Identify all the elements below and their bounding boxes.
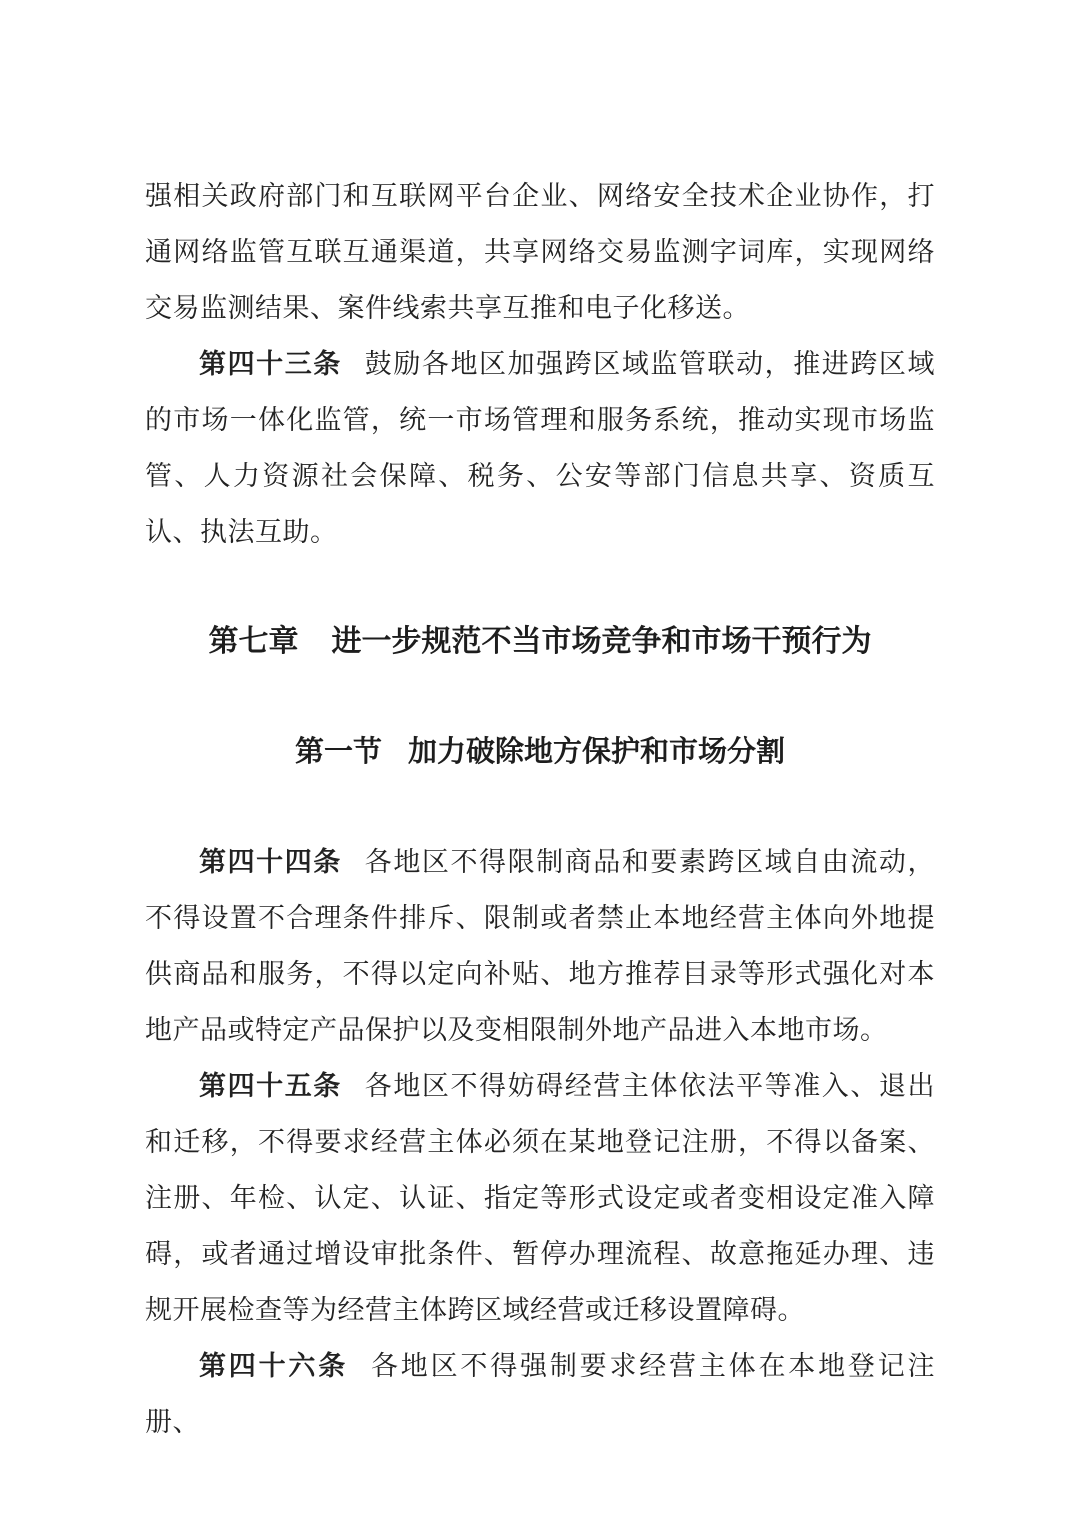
article-44-text: 各地区不得限制商品和要素跨区域自由流动，不得设置不合理条件排斥、限制或者禁止本地经营主体向外地提供商品和服务，不得以定向补贴、地方推荐目录等形式强化对本地产品或特定产品保护以及变相限制外地产品进入本地市场。 (145, 847, 936, 1045)
article-46-number: 第四十六条 (199, 1351, 349, 1381)
article-45-text: 各地区不得妨碍经营主体依法平等准入、退出和迁移，不得要求经营主体必须在某地登记注册，不得以备案、注册、年检、认定、认证、指定等形式设定或者变相设定准入障碍，或者通过增设审批条件、暂停办理流程、故意拖延办理、违规开展检查等为经营主体跨区域经营或迁移设置障碍。 (145, 1071, 936, 1325)
chapter-7-number: 第七章 (208, 625, 299, 658)
article-43-number: 第四十三条 (199, 349, 342, 379)
article-43-text: 鼓励各地区加强跨区域监管联动，推进跨区域的市场一体化监管，统一市场管理和服务系统，推动实现市场监管、人力资源社会保障、税务、公安等部门信息共享、资质互认、执法互助。 (145, 349, 936, 547)
paragraph-continuation: 强相关政府部门和互联网平台企业、网络安全技术企业协作，打通网络监管互联互通渠道，共享网络交易监测字词库，实现网络交易监测结果、案件线索共享互推和电子化移送。 (145, 181, 935, 323)
section-1-title: 加力破除地方保护和市场分割 (408, 736, 786, 768)
chapter-7-heading (145, 614, 935, 670)
article-44-number: 第四十四条 (199, 847, 342, 877)
article-44-paragraph (145, 834, 935, 1058)
article-45-paragraph (145, 1058, 935, 1338)
section-1-heading (145, 724, 935, 780)
section-1-number: 第一节 (294, 736, 382, 768)
article-45-number: 第四十五条 (199, 1071, 342, 1101)
chapter-7-title: 进一步规范不当市场竞争和市场干预行为 (331, 625, 872, 658)
article-46-text: 各地区不得强制要求经营主体在本地登记注册、 (145, 1351, 936, 1437)
article-46-paragraph (145, 1338, 935, 1450)
article-43-paragraph (145, 336, 935, 560)
document-text-column (145, 168, 935, 1450)
